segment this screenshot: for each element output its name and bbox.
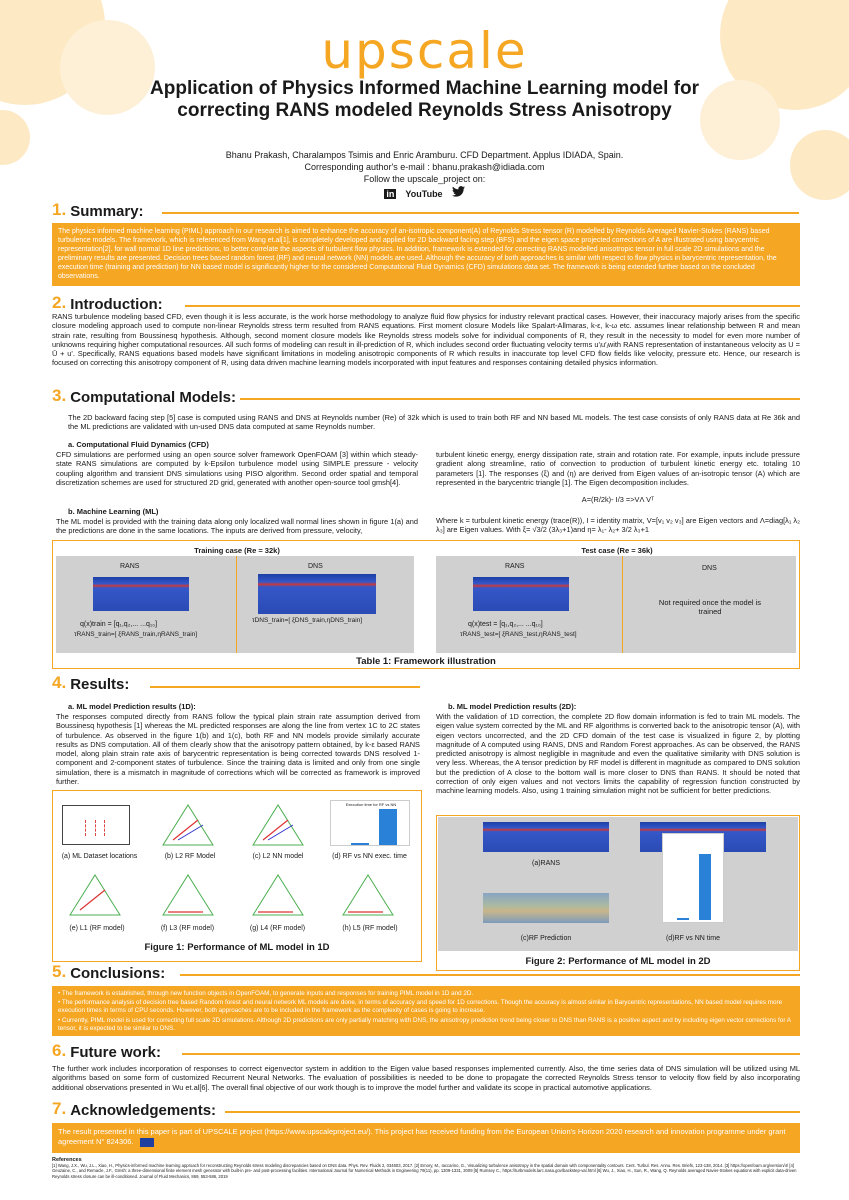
exec-bar-rf xyxy=(351,843,369,845)
table1-title: Table 1: Framework illustration xyxy=(356,656,496,667)
conclusion-item: • Currently, PIML model is used for correcting full scale 2D simulations. Although 2D predictions are only partially matching with DNS, the anisotropy prediction trend being closer to DNS than RANS is a positive aspect and by including eigen vector corrections for A tensor, it is expected to be similar to DNS. xyxy=(58,1016,791,1032)
references-text: [1] Wang, J.X., Wu, J.L., Xiao, H., Physics-informed machine learning approach for reconstructing Reynolds stress modeling discrepancies based on DNS data. Phys. Rev. Fluids 2, 034603, 2017. [2] Emory, M., Iaccarino, G., Visualizing turbulence anisotropy in the spatial domain with componentality contours. Cent. Turbul. Res. Annu. Res. Briefs, 123-138, 2014. [3] https://openfoam.org/version/4/ [4] Geuzaine, C., and Remacle, J.F., Gmsh: a three-dimensional finite element mesh generator with built-in pre- and post-processing facilities. International Journal for Numerical Methods in Engineering 79(11), pp. 1309-1331, 2009 [5] Rumsey C., https://turbmodels.larc.nasa.gov/backstep-val.html [6] Wu, J., Xiao, H., Sun, R., Wang, Q. Reynolds averaged Navier-Stokes equations with explicit data-driven Reynolds stress closure can be ill-conditioned. Journal of Fluid Mechanics, 869, 553-586, 2019 xyxy=(52,1163,797,1179)
exec-time-chart xyxy=(330,800,410,846)
figure1-title: Figure 1: Performance of ML model in 1D xyxy=(144,942,330,953)
fig2-caption-d: (d)RF vs NN time xyxy=(665,935,721,942)
linkedin-icon[interactable]: in xyxy=(386,189,395,199)
exec-bar-rf xyxy=(677,918,689,920)
summary-box: The physics informed machine learning (PIML) approach in our research is aimed to enhance the accuracy of an-isotropic component(A) of Reynolds Stress tensor (R) modelled by Reynolds Averaged Navier-Stokes (RANS) based turbulence models. The framework, which is referenced from Wang et.al[1], is completely developed and applied for 2D backward facing step (BFS) and the eigen space projected corrections of A are illustrated using barycentric representation[2]. for wall normal 1D line predictions, to better correlate the aspects of turbulent flow physics. In addition, framework is extended for correcting RANS modelled anisotropic tensor in full scale 2D simulations and the preliminary results are presented. Decision trees based random forest (RF) and neural network (NN) models are used. Although the accuracy of both approaches is similar with respect to flow physics in barycentric representation, the execution time (training and prediction) for NN based model is significantly higher for the considered Computational Fluid Dynamics (CFD) simulations data set. The framework is being extended further based on the concluded observations. xyxy=(52,223,800,286)
test-label: Test case (Re = 36k) xyxy=(581,546,653,555)
exec-title: Execution time for RF vs NN xyxy=(345,802,397,807)
intro-heading: 2. Introduction: xyxy=(52,293,163,313)
logo: upscale xyxy=(321,22,528,80)
follow-line: Follow the upscale_project on: xyxy=(363,174,486,184)
q-train: q(x)train = [q₁,q₂,... ...q₁₀] xyxy=(80,621,158,628)
rans-test-contour xyxy=(473,577,569,611)
rans-2d-contour xyxy=(483,822,609,852)
dns-label: DNS xyxy=(702,565,717,572)
fig2-caption-a: (a)RANS xyxy=(531,860,560,867)
ack-heading: 7. Acknowledgements: xyxy=(52,1099,217,1119)
divider xyxy=(162,212,799,214)
fig1-caption-c: (c) L2 NN model xyxy=(252,853,304,860)
divider xyxy=(185,305,800,307)
fig1-caption-b: (b) L2 RF Model xyxy=(164,853,216,860)
barycentric-plot xyxy=(65,870,125,920)
fig1-caption-f: (f) L3 (RF model) xyxy=(160,925,215,932)
barycentric-plot xyxy=(248,870,308,920)
summary-heading: 1. Summary: xyxy=(52,200,144,220)
figure2-title: Figure 2: Performance of ML model in 2D xyxy=(525,956,711,967)
youtube-icon[interactable]: YouTube xyxy=(405,189,443,199)
panel-divider xyxy=(622,556,623,653)
divider xyxy=(180,974,800,976)
conclusion-item: • The framework is established, through new function objects in OpenFOAM, to generate inputs and responses for training PIML model in 1D and 2D. xyxy=(58,990,474,997)
future-heading: 6. Future work: xyxy=(52,1041,162,1061)
rans-label: RANS xyxy=(505,563,525,570)
ack-box xyxy=(52,1123,800,1153)
tau-dns: τDNS_train=[ ξDNS_train,ηDNS_train] xyxy=(252,617,363,624)
fig1-caption-a: (a) ML Dataset locations xyxy=(61,853,138,860)
comp-heading: 3. Computational Models: xyxy=(52,386,237,406)
references-label: References xyxy=(52,1157,82,1163)
fig1-caption-g: (g) L4 (RF model) xyxy=(249,925,306,932)
conclusions-box xyxy=(52,986,800,1036)
ack-text: The result presented in this paper is part of UPSCALE project (https://www.upscaleproject.eu/). This project has received funding from the European Union's Horizon 2020 research and innovation programme under grant agreement N° 824306. xyxy=(58,1127,786,1146)
divider xyxy=(150,686,420,688)
cfd-heading: a. Computational Fluid Dynamics (CFD) xyxy=(68,440,209,449)
rf-nn-time-chart xyxy=(662,833,724,923)
page-title: Application of Physics Informed Machine Learning model for correcting RANS modeled Reynolds Stress Anisotropy xyxy=(150,78,699,121)
results-a-text: The responses computed directly from RANS follow the typical plain strain rate assumption derived from Boussinesq hypothesis [1] whereas the ML predicted responses are along the line from vertex 1C to 2C states of turbulence. As observed in the figure 1(b) and 1(c), both RF and NN models provide similarly accurate results as DNS computation. All of them clearly show that the anisotropy pattern obtained, by k-ε based RANS model, along plain strain rate axis of barycentric representation is being corrected towards DNS resolved 1-component and 2-component states of turbulence. Since the training data is limited and only from one single simulation, there is a mismatch in magnitude of corrections which will be corrected as framework is improved further. xyxy=(56,712,420,787)
fig1-caption-e: (e) L1 (RF model) xyxy=(69,925,125,932)
barycentric-plot xyxy=(158,870,218,920)
results-b-heading: b. ML model Prediction results (2D): xyxy=(448,702,577,711)
barycentric-plot xyxy=(248,800,308,850)
author-line: Bhanu Prakash, Charalampos Tsimis and Enric Aramburu. CFD Department. Applus IDIADA, Spain. xyxy=(225,150,624,160)
q-test: q(x)test = [q₁,q₂,... ...q₁₀] xyxy=(468,621,543,628)
ml-heading: b. Machine Learning (ML) xyxy=(68,507,159,516)
eu-flag-icon xyxy=(140,1138,154,1147)
social-links xyxy=(0,186,849,200)
future-text: The further work includes incorporation of responses to correct eigenvector system in addition to the Eigen value based responses implemented currently. Also, the time series data of DNS simulation will be utilized using ML algorithms based on some form of customized Recurrent Neural Networks. The evaluation of possibilities is needed to be done to propagate the corrected Reynolds Stress tensor to velocity flow field by also incorporating additional observations presented in Wu et.al[6]. The overall final objective of our work though is to improve the model further and validate its scope in practical automotive applications. xyxy=(52,1064,800,1092)
results-heading: 4. Results: xyxy=(52,673,130,693)
fig2-caption-c: (c)RF Prediction xyxy=(520,935,572,942)
exec-bar-nn xyxy=(699,854,711,920)
rans-label: RANS xyxy=(120,563,140,570)
divider xyxy=(240,398,800,400)
divider xyxy=(225,1111,800,1113)
divider xyxy=(182,1053,800,1055)
fig1-caption-h: (h) L5 (RF model) xyxy=(342,925,398,932)
barycentric-plot xyxy=(158,800,218,850)
conclusion-item: • The performance analysis of decision tree based Random forest and neural network ML models are done, in terms of accuracy and speed for 1D corrections. Though the accuracy is almost similar in Barycentric representations, NN based model requires more execution times in terms of CPU seconds. However, both approaches are to be included in the framework as the complexity of cases is going to increase. xyxy=(58,999,783,1015)
authors xyxy=(150,149,699,185)
intro-text: RANS turbulence modeling based CFD, even though it is less accurate, is the work horse methodology to analyze fluid flow physics for industry relevant practical cases. However, their inaccuracy majorly arises from the specific closure modeling approach used to compute non-linear Reynolds stress term resulted from RANS equations. First moment closure Models like Spalart-Allmaras, k-ε, k-ω etc. assumes linear relationship between R and mean strain rate, resulting from Boussinesq hypothesis. Although, second moment closure models like Reynolds stress models solve for individual components of R, they result in the necessity to model for even more number of unknowns requiring higher computational resources. All such forms of modeling can result in ill-prediction of R, which includes second order fluctuating velocity terms u'ᵢu'ⱼwith RANS representation of instantaneous velocity as U = Ū + u'. Specifically, RANS equations based models have significant limitations in modeling anisotropic components of R which results in inaccurate top level CFD flow fields like velocity, pressure etc. Hence, our research is focused on correcting this anisotropy component of R, using data driven machine learning models incorporated with input features and responses containing detailed physics information. xyxy=(52,312,800,368)
fig1-caption-d: (d) RF vs NN exec. time xyxy=(332,853,407,860)
tau-train: τRANS_train=[ ξRANS_train,ηRANS_train] xyxy=(74,631,198,638)
ml-text: The ML model is provided with the training data along only localized wall normal lines shown in figure 1(a) and the predictions are done in the same locations. The inputs are derived from pressure, velocity, xyxy=(56,517,418,536)
not-required: Not required once the model is trained xyxy=(658,598,762,616)
train-label: Training case (Re = 32k) xyxy=(194,546,280,555)
equation: A=(R/2k)- I/3 =>VΛ Vᵀ xyxy=(581,495,655,504)
comp-right-text: turbulent kinetic energy, energy dissipation rate, strain and rotation rate. For example, inputs include pressure gradient along streamline, ratio of convection to production of turbulent kinetic energy etc. totaling 10 parameters [1]. The responses (ξ) and (η) are derived from Eigen values of an-isotropic tensor (A) which are represented in the barycentric triangle [1]. The Eigen decomposition includes. xyxy=(436,450,800,487)
barycentric-plot xyxy=(338,870,398,920)
deco-circle xyxy=(700,80,780,160)
panel-divider xyxy=(236,556,237,653)
tau-test: τRANS_test=[ ξRANS_test,ηRANS_test] xyxy=(460,631,577,638)
rf-2d-contour xyxy=(483,893,609,923)
dataset-locations-plot xyxy=(62,805,130,845)
twitter-icon[interactable] xyxy=(452,186,465,200)
email-line: Corresponding author's e-mail : bhanu.prakash@idiada.com xyxy=(304,162,545,172)
deco-circle xyxy=(0,110,30,165)
comp-intro: The 2D backward facing step [5] case is computed using RANS and DNS at Reynolds number (Re) of 32k which is used to train both RF and NN based ML models. The test case consists of only RANS data at Re 36k and the ML predictions are validated with un-used DNS data computed at same Reynolds number. xyxy=(68,413,800,432)
dns-label: DNS xyxy=(308,563,323,570)
results-a-heading: a. ML model Prediction results (1D): xyxy=(68,702,196,711)
exec-bar-nn xyxy=(379,809,397,845)
results-b-text: With the validation of 1D correction, the complete 2D flow domain information is fed to train ML models. The eigen value system corrected by the ML and RF algorithms is converted back to the anisotropic tensor (A), with eigen vectors uncorrected, and the 2D CFD domain of the test case is visualized in figure 2, by plotting magnitude of A computed using RANS, DNS and Random Forest approaches. As can be observed, the RANS predicted anisotropy is almost negligible in magnitude and even the qualitative similarity with DNS solution is very less. Whereas, the A tensor prediction by RF model is different in magnitude as compared to DNS solution but the prediction of A close to the bottom wall is more closer to DNS than RANS. It should be noted that correction of only eigen values and not vectors limits the capability of regression function constructed by machine learning models. Also, using 1 training simulation might not be sufficient for better predictions. xyxy=(436,712,800,796)
conclusions-heading: 5. Conclusions: xyxy=(52,962,166,982)
rans-train-contour xyxy=(93,577,189,611)
dns-train-contour xyxy=(258,574,376,614)
comp-right-text2: Where k = turbulent kinetic energy (trace(R)), I = identity matrix, V=[v₁ v₂ v₃] are Eigen vectors and Λ=diag[λ₁ λ₂ λ₃] are Eigen values. With ξ= √3/2 (3λ₃+1)and η= λ₁- λ₂+ 3/2 λ₃+1 xyxy=(436,516,800,535)
cfd-text: CFD simulations are performed using an open source solver framework OpenFOAM [3] within which steady-state RANS simulations are computed by k-Epsilon turbulence model using SIMPLE pressure - velocity coupling algorithm and transient DNS simulations using PISO algorithm. Second order spatial and temporal discretization schemes are used for structured 2D grid, generated with another open-source tool gmsh[4]. xyxy=(56,450,418,487)
